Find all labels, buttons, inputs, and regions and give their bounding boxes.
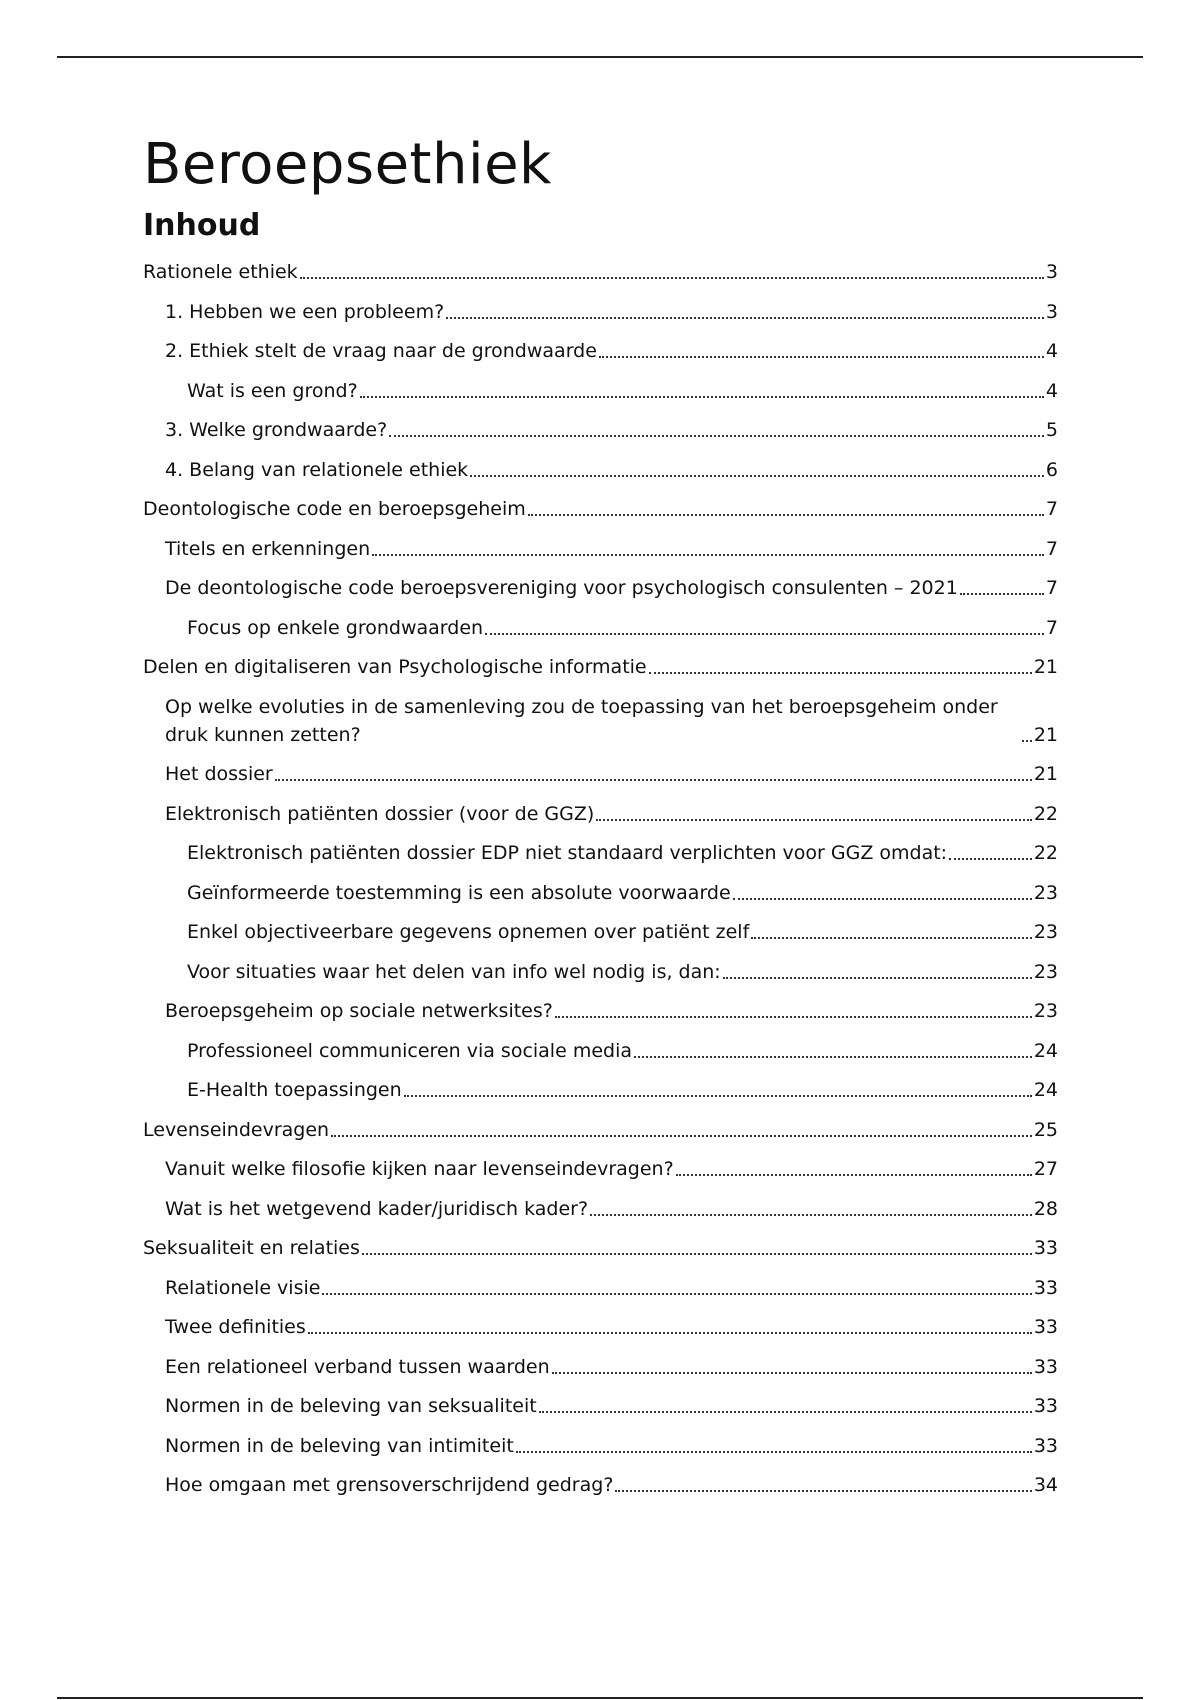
toc-entry[interactable]	[143, 495, 1058, 523]
toc-entry-label[interactable]: 4. Belang van relationele ethiek	[165, 458, 469, 481]
toc-dot-leader	[539, 1411, 1032, 1413]
toc-heading: Inhoud	[143, 208, 261, 243]
toc-entry-label[interactable]: Voor situaties waar het delen van info wel nodig is, dan:	[187, 960, 721, 983]
toc-entry[interactable]	[143, 1471, 1058, 1499]
toc-entry-label[interactable]: Op welke evoluties in de samenleving zou de toepassing van het beroepsgeheim onder druk kunnen zetten?	[165, 695, 998, 746]
toc-entry-label[interactable]: Seksualiteit en relaties	[143, 1237, 360, 1259]
toc-entry-label[interactable]: Twee definities	[165, 1316, 306, 1338]
toc-entry-label[interactable]: Hoe omgaan met grensoverschrijdend gedrag?	[165, 1474, 614, 1496]
toc-entry-label[interactable]: Een relationeel verband tussen waarden	[165, 1355, 550, 1378]
toc-dot-leader	[360, 396, 1044, 398]
toc-entry-label[interactable]: Delen en digitaliseren van Psychologische informatie	[143, 656, 647, 678]
toc-entry[interactable]	[143, 298, 1058, 326]
toc-dot-leader	[275, 779, 1032, 781]
toc-entry-label[interactable]: 3. Welke grondwaarde?	[165, 419, 388, 441]
toc-dot-leader	[362, 1253, 1032, 1255]
toc-dot-leader	[615, 1490, 1031, 1492]
toc-entry-page[interactable]: 23	[1033, 960, 1058, 983]
toc-entry-page[interactable]: 7	[1045, 537, 1058, 560]
toc-entry-page[interactable]: 33	[1033, 1355, 1058, 1378]
toc-entry-label[interactable]: Vanuit welke filosofie kijken naar levenseindevragen?	[165, 1158, 674, 1180]
toc-dot-leader	[596, 819, 1032, 821]
toc-entry-page[interactable]: 27	[1033, 1158, 1058, 1180]
toc-dot-leader	[649, 672, 1032, 674]
toc-entry-page[interactable]: 23	[1033, 881, 1058, 904]
toc-entry[interactable]	[143, 653, 1058, 681]
toc-dot-leader	[300, 277, 1044, 279]
toc-dot-leader	[389, 435, 1044, 437]
toc-dot-leader	[590, 1214, 1032, 1216]
toc-entry[interactable]	[143, 416, 1058, 444]
toc-entry-label[interactable]: Deontologische code en beroepsgeheim	[143, 498, 526, 520]
toc-entry-page[interactable]: 3	[1045, 300, 1058, 323]
toc-entry-page[interactable]: 24	[1033, 1079, 1058, 1101]
toc-entry-page[interactable]: 33	[1033, 1434, 1058, 1457]
toc-dot-leader	[723, 977, 1032, 979]
toc-dot-leader	[949, 858, 1032, 860]
toc-entry-label[interactable]: Wat is een grond?	[187, 379, 358, 402]
toc-entry-page[interactable]: 34	[1033, 1474, 1058, 1496]
toc-dot-leader	[372, 554, 1044, 556]
toc-entry-page[interactable]: 4	[1045, 340, 1058, 362]
toc-dot-leader	[960, 593, 1044, 595]
document-title: Beroepsethiek	[143, 132, 552, 197]
toc-entry-page[interactable]: 25	[1033, 1118, 1058, 1141]
toc-dot-leader	[470, 475, 1044, 477]
toc-entry-label[interactable]: Elektronisch patiënten dossier (voor de GGZ)	[165, 802, 595, 825]
toc-entry-label[interactable]: Focus op enkele grondwaarden	[187, 616, 484, 639]
toc-entry-label[interactable]: Enkel objectiveerbare gegevens opnemen over patiënt zelf	[187, 921, 750, 943]
toc-entry[interactable]	[143, 1432, 1058, 1460]
toc-entry[interactable]	[143, 839, 1058, 867]
toc-entry-page[interactable]: 3	[1045, 261, 1058, 283]
toc-dot-leader	[331, 1135, 1032, 1137]
toc-entry[interactable]	[143, 1116, 1058, 1144]
toc-entry[interactable]	[143, 574, 1058, 602]
toc-entry-page[interactable]: 21	[1033, 763, 1058, 785]
toc-entry[interactable]	[143, 337, 1058, 365]
toc-entry-label[interactable]: Titels en erkenningen	[165, 537, 371, 560]
toc-entry[interactable]	[143, 879, 1058, 907]
toc-entry-page[interactable]: 33	[1033, 1237, 1058, 1259]
toc-entry[interactable]	[143, 1274, 1058, 1302]
toc-entry-page[interactable]: 28	[1033, 1197, 1058, 1220]
toc-entry[interactable]	[143, 258, 1058, 286]
toc-entry-label[interactable]: Wat is het wetgevend kader/juridisch kader?	[165, 1197, 589, 1220]
toc-dot-leader	[552, 1372, 1032, 1374]
toc-entry[interactable]	[143, 918, 1058, 946]
toc-entry[interactable]	[143, 997, 1058, 1025]
toc-entry[interactable]	[143, 958, 1058, 986]
toc-dot-leader	[446, 317, 1044, 319]
toc-entry-label[interactable]: Normen in de beleving van intimiteit	[165, 1434, 514, 1457]
document-body	[143, 130, 1058, 1511]
toc-dot-leader	[634, 1056, 1032, 1058]
toc-entry[interactable]	[143, 456, 1058, 484]
toc-entry-label[interactable]: Geïnformeerde toestemming is een absolute voorwaarde	[187, 881, 731, 904]
toc-dot-leader	[485, 633, 1044, 635]
toc-entry-label[interactable]: Professioneel communiceren via sociale media	[187, 1039, 632, 1062]
toc-entry-page[interactable]: 33	[1033, 1276, 1058, 1299]
toc-dot-leader	[733, 898, 1032, 900]
toc-entry-page[interactable]: 5	[1045, 419, 1058, 441]
toc-entry[interactable]	[143, 1076, 1058, 1104]
toc-entry-page[interactable]: 21	[1033, 723, 1058, 746]
toc-entry-page[interactable]: 23	[1033, 921, 1058, 943]
toc-entry-page[interactable]: 33	[1033, 1395, 1058, 1417]
toc-dot-leader	[322, 1293, 1031, 1295]
toc-entry[interactable]	[143, 1392, 1058, 1420]
toc-entry-label[interactable]: Relationele visie	[165, 1276, 321, 1299]
table-of-contents	[143, 258, 1058, 1499]
toc-entry-page[interactable]: 7	[1045, 577, 1058, 599]
toc-entry-label[interactable]: De deontologische code beroepsvereniging voor psychologisch consulenten – 2021	[165, 577, 958, 599]
toc-dot-leader	[516, 1451, 1032, 1453]
toc-entry-page[interactable]: 22	[1033, 842, 1058, 864]
toc-dot-leader	[308, 1332, 1032, 1334]
toc-entry-page[interactable]: 24	[1033, 1039, 1058, 1062]
toc-dot-leader	[676, 1174, 1032, 1176]
toc-entry[interactable]	[143, 1353, 1058, 1381]
toc-entry-page[interactable]: 22	[1033, 802, 1058, 825]
toc-entry-page[interactable]: 6	[1045, 458, 1058, 481]
toc-entry[interactable]	[143, 1037, 1058, 1065]
footer-rule	[57, 1697, 1143, 1699]
toc-entry-label[interactable]: 1. Hebben we een probleem?	[165, 300, 445, 323]
toc-entry-label[interactable]: Beroepsgeheim op sociale netwerksites?	[165, 1000, 553, 1022]
toc-entry-label[interactable]: Het dossier	[165, 763, 273, 785]
toc-entry[interactable]	[143, 760, 1058, 788]
toc-dot-leader	[599, 356, 1044, 358]
toc-entry-page[interactable]: 4	[1045, 379, 1058, 402]
toc-entry[interactable]	[143, 1313, 1058, 1341]
toc-entry[interactable]	[143, 1195, 1058, 1223]
toc-entry-label[interactable]: Levenseindevragen	[143, 1118, 330, 1141]
toc-entry-label[interactable]: Normen in de beleving van seksualiteit	[165, 1395, 537, 1417]
toc-dot-leader	[528, 514, 1044, 516]
toc-entry-label[interactable]: Rationele ethiek	[143, 261, 298, 283]
toc-entry[interactable]	[143, 535, 1058, 563]
toc-entry-page[interactable]: 23	[1033, 1000, 1058, 1022]
toc-entry[interactable]	[143, 800, 1058, 828]
toc-entry[interactable]	[143, 377, 1058, 405]
toc-entry-page[interactable]: 7	[1045, 616, 1058, 639]
toc-entry-label[interactable]: 2. Ethiek stelt de vraag naar de grondwaarde	[165, 340, 597, 362]
toc-dot-leader	[555, 1016, 1032, 1018]
toc-entry-label[interactable]: E-Health toepassingen	[187, 1079, 402, 1101]
toc-entry-page[interactable]: 33	[1033, 1316, 1058, 1338]
toc-entry[interactable]	[143, 1234, 1058, 1262]
toc-dot-leader	[1022, 740, 1032, 742]
toc-entry[interactable]	[143, 693, 1058, 749]
header-rule	[57, 56, 1143, 58]
toc-entry[interactable]	[143, 614, 1058, 642]
toc-entry-page[interactable]: 21	[1033, 656, 1058, 678]
toc-entry[interactable]	[143, 1155, 1058, 1183]
toc-dot-leader	[404, 1095, 1032, 1097]
toc-entry-page[interactable]: 7	[1045, 498, 1058, 520]
toc-entry-label[interactable]: Elektronisch patiënten dossier EDP niet standaard verplichten voor GGZ omdat:	[187, 842, 948, 864]
toc-dot-leader	[751, 937, 1032, 939]
